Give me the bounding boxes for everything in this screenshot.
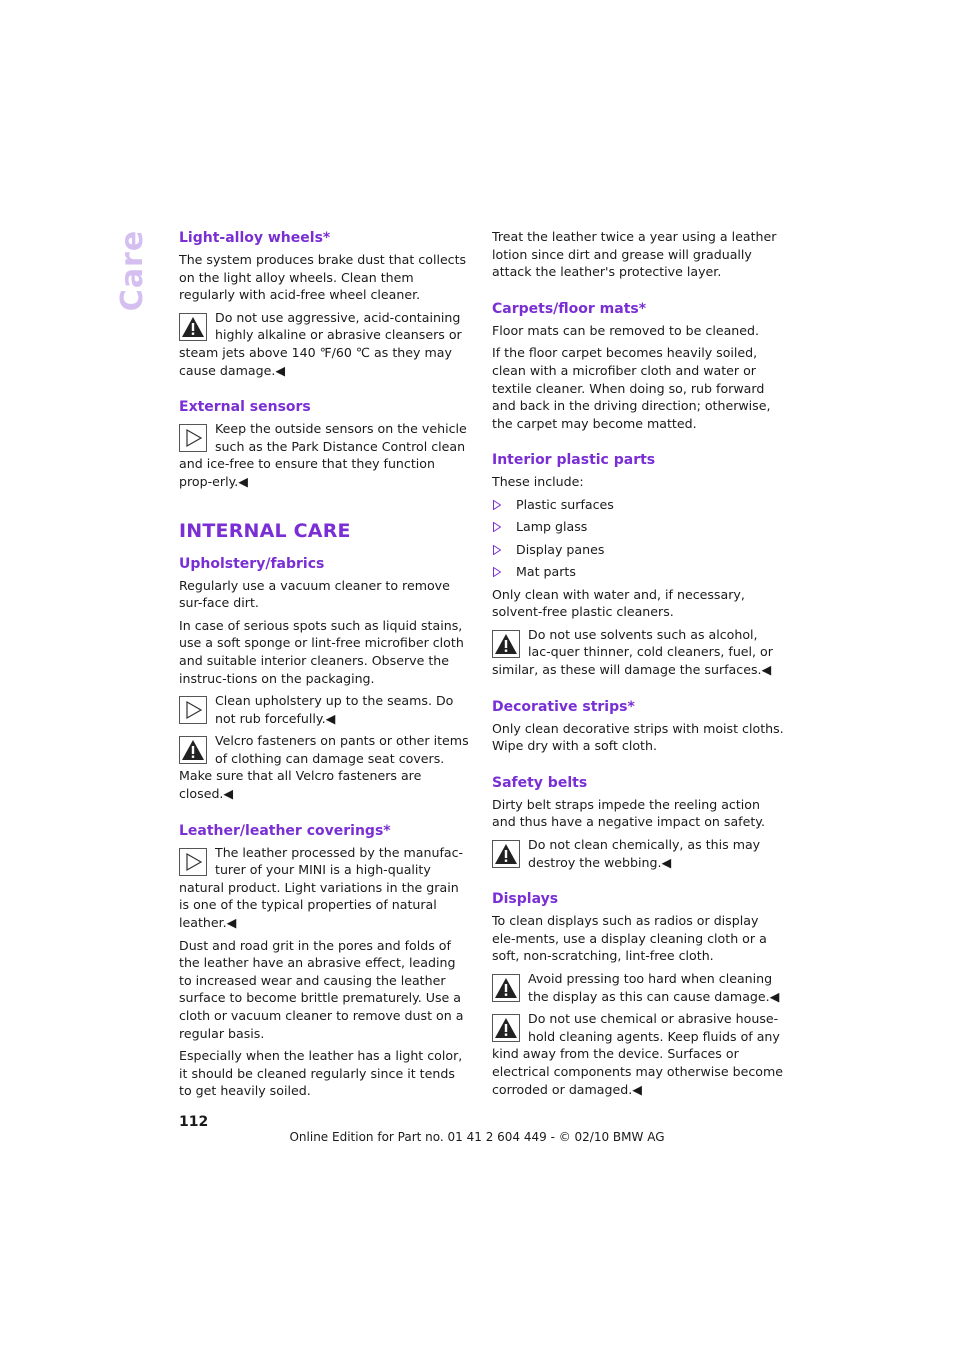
heading-upholstery: Upholstery/fabrics <box>179 555 325 572</box>
warning-display-pressing-text: Avoid pressing too hard when cleaning the display as this can cause damage.◀ <box>528 971 780 1004</box>
warning-belts-text: Do not clean chemically, as this may destroy the webbing.◀ <box>528 837 761 870</box>
section-title-internal-care: INTERNAL CARE <box>179 519 351 542</box>
warning-velcro-text: Velcro fasteners on pants or other items of clothing can damage seat covers. Make sure that all Velcro fasteners are closed.◀ <box>179 733 469 802</box>
list-item: Lamp glass <box>492 518 784 536</box>
warning-belts <box>492 836 784 871</box>
warning-icon <box>492 1014 520 1042</box>
page-number: 112 <box>179 1114 209 1130</box>
light-alloy-body: The system produces brake dust that collects on the light alloy wheels. Clean them regularly with acid-free wheel cleaner. <box>179 252 467 303</box>
warning-icon <box>492 630 520 658</box>
interior-plastic-p1: Only clean with water and, if necessary, solvent-free plastic cleaners. <box>492 586 745 620</box>
warning-solvents <box>492 626 784 679</box>
note-arrow-icon <box>179 696 207 724</box>
warning-icon <box>179 313 207 341</box>
note-leather <box>179 844 471 932</box>
bullet-triangle-icon <box>493 500 501 510</box>
note-leather-text: The leather processed by the manufac-turer of your MINI is a high-quality natural product. Light variations in the grain is one of the typical properties of natural leather.◀ <box>179 844 464 931</box>
heading-interior-plastic: Interior plastic parts <box>492 452 656 469</box>
displays-p1: To clean displays such as radios or display ele-ments, use a display cleaning cloth or a soft, non-scratching, lint-free cloth. <box>492 913 767 964</box>
leather-p2: Especially when the leather has a light color, it should be cleaned regularly since it tends to get heavily soiled. <box>179 1048 463 1099</box>
bullet-triangle-icon <box>493 522 501 532</box>
note-upholstery-text: Clean upholstery up to the seams. Do not rub forcefully.◀ <box>215 693 454 726</box>
list-item: Plastic surfaces <box>492 496 784 514</box>
interior-plastic-list <box>492 496 784 581</box>
right-column <box>492 228 784 1103</box>
warning-solvents-text: Do not use solvents such as alcohol, lac-quer thinner, cold cleaners, fuel, or similar, as these will damage the surfaces.◀ <box>492 626 773 678</box>
left-column <box>179 228 471 1105</box>
chapter-side-tab <box>108 229 158 311</box>
carpets-p1: Floor mats can be removed to be cleaned. <box>492 322 760 338</box>
safety-belts-p1: Dirty belt straps impede the reeling action and thus have a negative impact on safety. <box>492 796 765 830</box>
chapter-side-tab-label: Care <box>115 229 151 311</box>
decorative-p1: Only clean decorative strips with moist cloths. Wipe dry with a soft cloth. <box>492 720 784 754</box>
warning-light-alloy <box>179 309 471 379</box>
warning-velcro <box>179 732 471 802</box>
carpets-p2: If the floor carpet becomes heavily soiled, clean with a microfiber cloth and water or textile cleaner. When doing so, rub forward and back in the driving direction; otherwise, the carpet may become matted. <box>492 345 771 431</box>
warning-display-pressing <box>492 970 784 1005</box>
heading-leather: Leather/leather coverings* <box>179 822 391 839</box>
heading-external-sensors: External sensors <box>179 399 311 416</box>
list-item: Mat parts <box>492 563 784 581</box>
upholstery-p1: Regularly use a vacuum cleaner to remove sur-face dirt. <box>179 577 450 611</box>
interior-plastic-intro: These include: <box>492 474 584 490</box>
bullet-triangle-icon <box>493 545 501 555</box>
leather-continued: Treat the leather twice a year using a leather lotion since dirt and grease will gradually attack the leather's protective layer. <box>492 229 777 280</box>
heading-decorative-strips: Decorative strips* <box>492 698 635 715</box>
note-upholstery <box>179 692 471 727</box>
upholstery-p2: In case of serious spots such as liquid stains, use a soft sponge or lint-free microfiber cloth and suitable interior cleaners. Observe the instruc-tions on the packaging. <box>179 617 464 686</box>
note-external-sensors <box>179 420 471 490</box>
heading-light-alloy-wheels: Light-alloy wheels* <box>179 230 331 246</box>
bullet-triangle-icon <box>493 567 501 577</box>
heading-carpets: Carpets/floor mats* <box>492 300 647 317</box>
warning-icon <box>179 736 207 764</box>
warning-light-alloy-text: Do not use aggressive, acid-containing highly alkaline or abrasive cleansers or steam jets above 140 ℉/60 ℃ as they may cause damage.◀ <box>179 309 462 378</box>
heading-displays: Displays <box>492 891 559 908</box>
warning-display-chemicals <box>492 1010 784 1098</box>
leather-p1: Dust and road grit in the pores and folds of the leather have an abrasive effect, leading to increased wear and causing the leather surface to become brittle prematurely. Use a cloth or vacuum cleaner to remove dust on a regular basis. <box>179 937 464 1041</box>
note-external-sensors-text: Keep the outside sensors on the vehicle such as the Park Distance Control clean and ice-free to ensure that they function prop-erly.◀ <box>179 421 467 489</box>
warning-icon <box>492 840 520 868</box>
list-item: Display panes <box>492 541 784 559</box>
heading-safety-belts: Safety belts <box>492 774 588 791</box>
note-arrow-icon <box>179 848 207 876</box>
warning-display-chemicals-text: Do not use chemical or abrasive house-hold cleaning agents. Keep fluids of any kind away from the device. Surfaces or electrical components may otherwise become corroded or damaged.◀ <box>492 1011 783 1097</box>
note-arrow-icon <box>179 424 207 452</box>
footer-edition: Online Edition for Part no. 01 41 2 604 449 - © 02/10 BMW AG <box>289 1130 665 1144</box>
warning-icon <box>492 974 520 1002</box>
